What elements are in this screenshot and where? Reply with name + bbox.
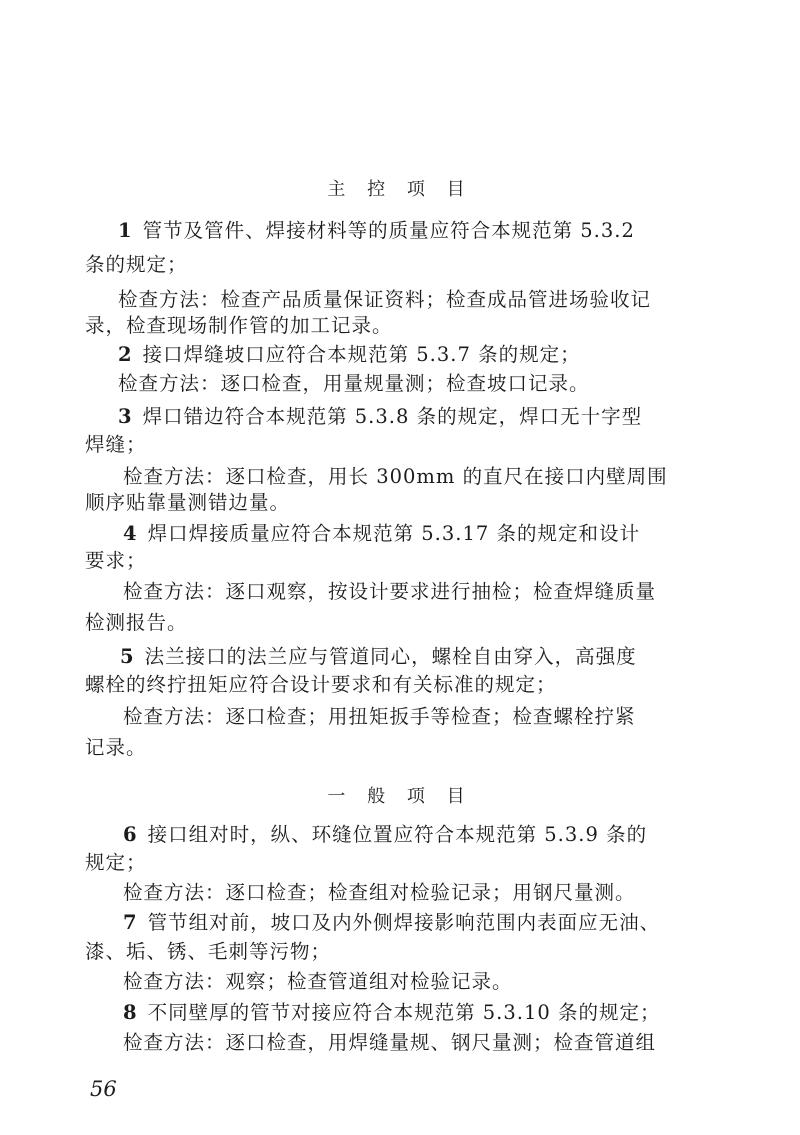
check-method-4-line-2: 检测报告。 [85, 611, 188, 634]
item-6-line-1 [123, 825, 647, 845]
item-text: 法兰接口的法兰应与管道同心，螺栓自由穿入，高强度 [144, 645, 637, 668]
check-method-6-line-1: 检查方法：逐口检查；检查组对检验记录；用钢尺量测。 [123, 881, 636, 904]
item-text: 接口焊缝坡口应符合本规范第 5.3.7 条的规定； [142, 343, 581, 366]
check-method-1-line-1: 检查方法：检查产品质量保证资料；检查成品管进场验收记 [118, 288, 652, 311]
item-text: 不同壁厚的管节对接应符合本规范第 5.3.10 条的规定； [147, 1001, 661, 1024]
item-number: 4 [123, 522, 138, 545]
item-3-line-2: 焊缝； [85, 433, 147, 456]
item-number: 6 [123, 823, 138, 846]
item-number: 8 [123, 1001, 138, 1024]
page-number: 56 [90, 1077, 117, 1101]
check-method-3-line-1: 检查方法：逐口检查，用长 300mm 的直尺在接口内壁周围 [123, 465, 668, 488]
item-4-line-2: 要求； [85, 549, 147, 572]
item-3-line-1 [118, 407, 642, 427]
check-method-5-line-1: 检查方法：逐口检查；用扭矩扳手等检查；检查螺栓拧紧 [123, 705, 636, 728]
item-5-line-1 [120, 647, 637, 667]
item-text: 接口组对时，纵、环缝位置应符合本规范第 5.3.9 条的 [147, 823, 648, 846]
item-1-line-1 [118, 221, 635, 241]
item-7-line-2: 漆、垢、锈、毛刺等污物； [85, 940, 332, 963]
item-4-line-1 [123, 524, 640, 544]
item-text: 焊口焊接质量应符合本规范第 5.3.17 条的规定和设计 [147, 522, 640, 545]
item-number: 3 [118, 405, 133, 428]
item-7-line-1 [123, 913, 660, 933]
item-1-line-2: 条的规定； [85, 253, 188, 276]
item-text: 管节及管件、焊接材料等的质量应符合本规范第 5.3.2 [142, 219, 635, 242]
check-method-8-line-1: 检查方法：逐口检查，用焊缝量规、钢尺量测；检查管道组 [123, 1031, 657, 1054]
item-text: 焊口错边符合本规范第 5.3.8 条的规定，焊口无十字型 [142, 405, 643, 428]
item-number: 2 [118, 343, 133, 366]
item-8-line-1 [123, 1003, 661, 1023]
item-text: 管节组对前，坡口及内外侧焊接影响范围内表面应无油、 [147, 911, 661, 934]
check-method-5-line-2: 记录。 [85, 736, 147, 759]
item-number: 7 [123, 911, 138, 934]
check-method-7-line-1: 检查方法：观察；检查管道组对检验记录。 [123, 970, 513, 993]
item-number: 5 [120, 645, 135, 668]
check-method-4-line-1: 检查方法：逐口观察，按设计要求进行抽检；检查焊缝质量 [123, 580, 657, 603]
check-method-2-line-1: 检查方法：逐口检查，用量规量测；检查坡口记录。 [118, 372, 590, 395]
item-6-line-2: 规定； [85, 851, 147, 874]
item-2-line-1 [118, 345, 581, 365]
section-heading-main-control: 主 控 项 目 [327, 179, 473, 200]
section-heading-general: 一 般 项 目 [327, 786, 473, 807]
check-method-3-line-2: 顺序贴靠量测错边量。 [85, 491, 291, 514]
item-5-line-2: 螺栓的终拧扭矩应符合设计要求和有关标准的规定； [85, 673, 557, 696]
check-method-1-line-2: 录，检查现场制作管的加工记录。 [85, 314, 393, 337]
item-number: 1 [118, 219, 133, 242]
